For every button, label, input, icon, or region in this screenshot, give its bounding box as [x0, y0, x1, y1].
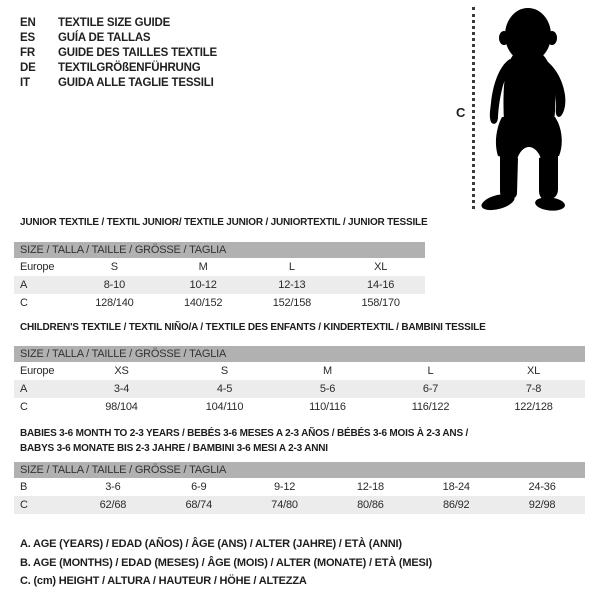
babies-table-title — [20, 426, 468, 456]
size-value-cell: 5-6 — [319, 383, 336, 395]
size-value-cell: 140/152 — [183, 297, 223, 309]
size-value-cell: 110/116 — [309, 401, 346, 413]
size-value-cell: XL — [374, 261, 388, 273]
size-value-cell: 8-10 — [103, 279, 125, 291]
size-value-cell: 10-12 — [189, 279, 217, 291]
lang-title: GUÍA DE TALLAS — [58, 32, 151, 44]
lang-code: DE — [20, 62, 36, 74]
row-label: C — [20, 499, 28, 511]
size-value-cell: XL — [526, 365, 541, 377]
size-value-cell: 14-16 — [367, 279, 395, 291]
lang-code: FR — [20, 47, 35, 59]
junior-size-table — [14, 242, 425, 312]
lang-title: TEXTILE SIZE GUIDE — [58, 17, 171, 29]
row-label: C — [20, 297, 28, 309]
size-value-cell: 104/110 — [205, 401, 244, 413]
table-title-line: BABIES 3-6 MONTH TO 2-3 YEARS / BEBÉS 3-6 MESES A 2-3 AÑOS / BÉBÉS 3-6 MOIS À 2-3 ANS / — [20, 428, 469, 439]
height-measure-dotted-line — [472, 7, 475, 209]
children-size-table — [14, 346, 585, 416]
size-value-cell: M — [323, 365, 332, 377]
size-value-cell: 3-6 — [105, 481, 121, 493]
row-label: Europe — [20, 261, 55, 273]
size-value-cell: M — [198, 261, 208, 273]
lang-row-fr — [20, 46, 217, 61]
height-measure-label: C — [456, 105, 466, 120]
table-row — [14, 380, 585, 398]
lang-title: GUIDA ALLE TAGLIE TESSILI — [58, 77, 214, 89]
table-row — [14, 496, 585, 514]
size-value-cell: 158/170 — [361, 297, 400, 309]
size-value-cell: 68/74 — [185, 499, 212, 511]
legend-line-b: B. AGE (MONTHS) / EDAD (MESES) / ÂGE (MOIS) / ALTER (MONATE) / ETÀ (MESI) — [20, 556, 432, 569]
row-label: C — [20, 401, 28, 413]
table-row — [14, 398, 585, 416]
size-value-cell: 128/140 — [95, 297, 134, 309]
lang-code: IT — [20, 77, 30, 89]
language-title-list — [20, 16, 217, 91]
size-value-cell: 122/128 — [514, 401, 553, 413]
size-value-cell: 98/104 — [105, 401, 138, 413]
size-value-cell: 12-18 — [356, 481, 384, 493]
lang-row-en — [20, 16, 217, 31]
size-value-cell: 6-9 — [191, 481, 207, 493]
size-value-cell: L — [427, 365, 434, 377]
size-value-cell: 6-7 — [422, 383, 439, 395]
size-value-cell: XS — [114, 365, 129, 377]
row-label: A — [20, 383, 28, 395]
lang-code: ES — [20, 32, 35, 44]
size-value-cell: 152/158 — [272, 297, 312, 309]
baby-silhouette-icon — [478, 5, 578, 215]
junior-table-title — [20, 215, 427, 230]
lang-row-de — [20, 61, 217, 76]
size-value-cell: 74/80 — [271, 499, 298, 511]
size-value-cell: 3-4 — [113, 383, 130, 395]
size-value-cell: L — [288, 261, 295, 273]
size-value-cell: 12-13 — [278, 279, 306, 291]
size-value-cell: 18-24 — [442, 481, 470, 493]
size-value-cell: 9-12 — [273, 481, 296, 493]
table-title-line: BABYS 3-6 MONATE BIS 2-3 JAHRE / BAMBINI 3-6 MESI A 2-3 ANNI — [20, 443, 328, 454]
table-title-line: CHILDREN'S TEXTILE / TEXTIL NIÑO/A / TEXTILE DES ENFANTS / KINDERTEXTIL / BAMBINI TESSILE — [20, 322, 486, 333]
height-figure-area — [456, 5, 588, 217]
table-row — [14, 294, 425, 312]
row-label: A — [20, 279, 28, 291]
table-row — [14, 478, 585, 496]
table-row — [14, 362, 585, 380]
table-row — [14, 258, 425, 276]
babies-size-table — [14, 462, 585, 514]
lang-code: EN — [20, 17, 36, 29]
legend-line-a: A. AGE (YEARS) / EDAD (AÑOS) / ÂGE (ANS) / ALTER (JAHRE) / ETÀ (ANNI) — [20, 538, 402, 550]
lang-row-es — [20, 31, 217, 46]
row-label: B — [20, 481, 28, 493]
size-value-cell: 7-8 — [525, 383, 542, 395]
size-value-cell: 116/122 — [411, 401, 450, 413]
size-header-band: SIZE / TALLA / TAILLE / GRÖSSE / TAGLIA — [14, 346, 585, 362]
size-value-cell: 4-5 — [216, 383, 233, 395]
size-value-cell: 62/68 — [99, 499, 127, 511]
size-header-band: SIZE / TALLA / TAILLE / GRÖSSE / TAGLIA — [14, 242, 425, 258]
children-table-title — [20, 320, 486, 335]
size-value-cell: 92/98 — [528, 499, 556, 511]
lang-title: GUIDE DES TAILLES TEXTILE — [58, 47, 217, 59]
measurement-legend — [20, 535, 432, 591]
legend-line-c: C. (cm) HEIGHT / ALTURA / HAUTEUR / HÖHE / ALTEZZA — [20, 575, 307, 587]
lang-row-it — [20, 76, 217, 91]
size-value-cell: 80/86 — [357, 499, 384, 511]
size-value-cell: S — [220, 365, 229, 377]
size-value-cell: 86/92 — [442, 499, 470, 511]
size-value-cell: 24-36 — [528, 481, 556, 493]
row-label: Europe — [20, 365, 55, 377]
size-value-cell: S — [110, 261, 118, 273]
table-title-line: JUNIOR TEXTILE / TEXTIL JUNIOR/ TEXTILE JUNIOR / JUNIORTEXTIL / JUNIOR TESSILE — [20, 217, 428, 228]
size-header-band: SIZE / TALLA / TAILLE / GRÖSSE / TAGLIA — [14, 462, 585, 478]
table-row — [14, 276, 425, 294]
lang-title: TEXTILGRÖßENFÜHRUNG — [58, 62, 201, 74]
